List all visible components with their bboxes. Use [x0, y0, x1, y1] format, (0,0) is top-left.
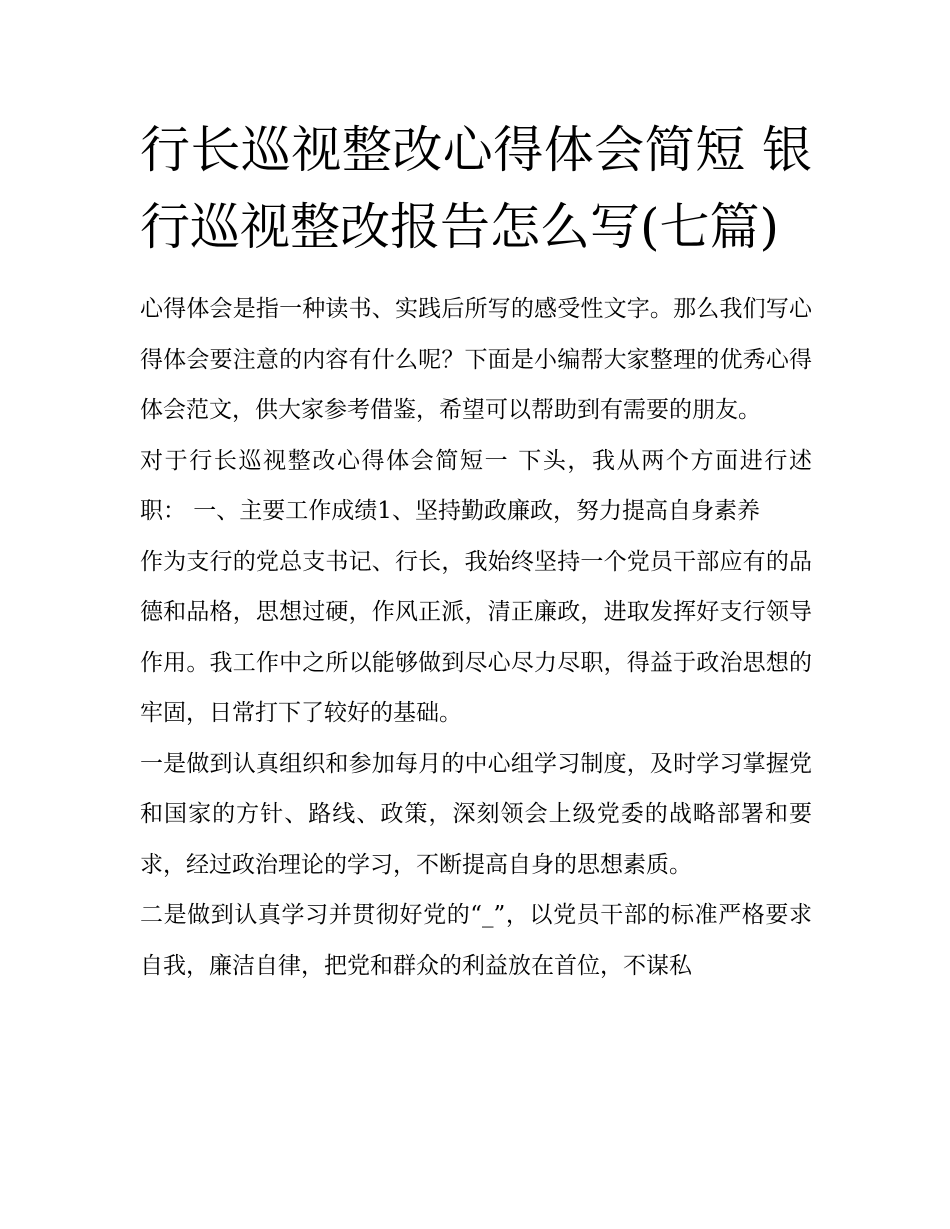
section-one-heading-paragraph: 对于行长巡视整改心得体会简短一 下头，我从两个方面进行述职： 一、主要工作成绩1、坚持勤政廉政，努力提高自身素养: [140, 447, 812, 524]
title-spacer: [140, 266, 812, 284]
document-title: 行长巡视整改心得体会简短 银行巡视整改报告怎么写(七篇): [140, 121, 812, 256]
point-one-paragraph: 一是做到认真组织和参加每月的中心组学习制度，及时学习掌握党和国家的方针、路线、政策，深刻领会上级党委的战略部署和要求，经过政治理论的学习，不断提高自身的思想素质。: [140, 750, 812, 878]
point-two-paragraph: 二是做到认真学习并贯彻好党的“_”，以党员干部的标准严格要求自我，廉洁自律，把党和群众的利益放在首位，不谋私: [140, 902, 812, 979]
document-page: [140, 112, 812, 991]
role-paragraph: 作为支行的党总支书记、行长，我始终坚持一个党员干部应有的品德和品格，思想过硬，作风正派，清正廉政，进取发挥好支行领导作用。我工作中之所以能够做到尽心尽力尽职，得益于政治思想的牢固，日常打下了较好的基础。: [140, 548, 812, 726]
intro-paragraph: 心得体会是指一种读书、实践后所写的感受性文字。那么我们写心得体会要注意的内容有什么呢？下面是小编帮大家整理的优秀心得体会范文，供大家参考借鉴，希望可以帮助到有需要的朋友。: [140, 296, 812, 423]
